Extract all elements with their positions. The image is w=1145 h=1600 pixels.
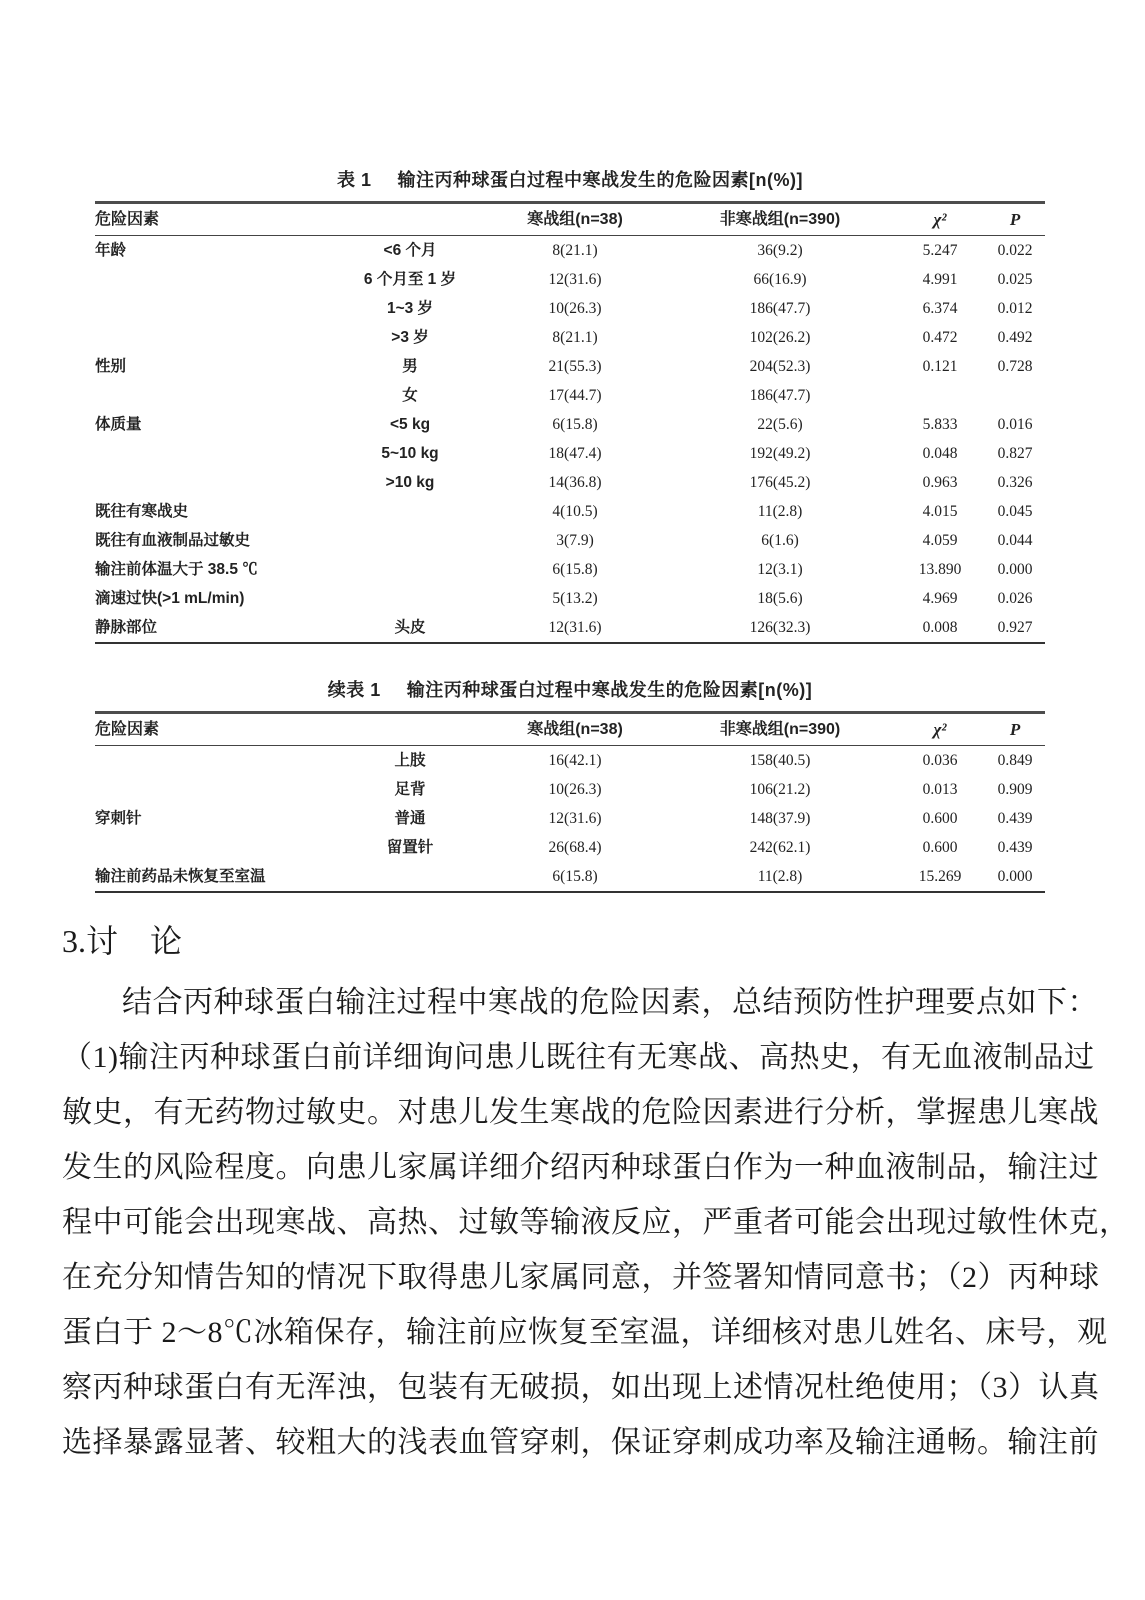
cell-non-chill-group-value: 6(1.6) — [761, 532, 799, 549]
discussion-paragraph — [62, 975, 1130, 1470]
table-row — [95, 526, 1045, 555]
cell-chill-group-value: 4(10.5) — [552, 503, 598, 520]
cell-risk-factor — [95, 381, 335, 410]
cell-category: 男 — [402, 358, 418, 375]
cell-p-value: 0.827 — [997, 445, 1033, 462]
cell-p-value: 0.016 — [997, 416, 1033, 433]
cell-non-chill-group-value: 66(16.9) — [753, 271, 807, 288]
cell-p-value: 0.492 — [997, 329, 1033, 346]
cell-category: 头皮 — [394, 619, 426, 636]
table1-caption-label: 表 1 — [337, 170, 372, 190]
cell-chill-group-value: 21(55.3) — [548, 358, 602, 375]
cell-chill-group-value: 10(26.3) — [548, 300, 602, 317]
table2-col-risk-factor: 危险因素 — [95, 721, 160, 738]
cell-risk-factor — [95, 746, 335, 776]
cell-chill-group-value: 17(44.7) — [548, 387, 602, 404]
table-row — [95, 862, 1045, 892]
table2-caption-title: 输注丙种球蛋白过程中寒战发生的危险因素[n(%)] — [406, 680, 813, 700]
cell-chill-group-value: 14(36.8) — [548, 474, 602, 491]
cell-risk-factor: 既往有寒战史 — [95, 503, 189, 520]
discussion-line: 蛋白于 2～8℃冰箱保存，输注前应恢复至室温，详细核对患儿姓名、床号，观 — [62, 1316, 1108, 1349]
cell-non-chill-group-value: 11(2.8) — [757, 503, 803, 520]
cell-risk-factor — [95, 265, 335, 294]
cell-chi-square-value: 0.600 — [922, 810, 958, 827]
cell-p-value: 0.439 — [997, 810, 1033, 827]
cell-p-value: 0.927 — [997, 619, 1033, 636]
cell-chill-group-value: 8(21.1) — [552, 329, 598, 346]
cell-non-chill-group-value: 106(21.2) — [749, 781, 811, 798]
cell-p-value: 0.045 — [997, 503, 1033, 520]
cell-chi-square-value: 13.890 — [918, 561, 962, 578]
table1-col-chill-group: 寒战组(n=38) — [527, 211, 623, 228]
cell-p-value: 0.044 — [997, 532, 1033, 549]
cell-risk-factor: 输注前体温大于 38.5 ℃ — [95, 561, 258, 578]
cell-chi-square-value: 4.059 — [922, 532, 958, 549]
cell-chill-group-value: 6(15.8) — [552, 416, 598, 433]
cell-category: 1~3 岁 — [386, 300, 434, 317]
table-row — [95, 775, 1045, 804]
cell-p-value: 0.026 — [997, 590, 1033, 607]
cell-non-chill-group-value: 36(9.2) — [757, 242, 803, 259]
cell-chill-group-value: 16(42.1) — [548, 752, 602, 769]
table-row — [95, 584, 1045, 613]
cell-category: <5 kg — [389, 416, 431, 433]
cell-risk-factor: 输注前药品未恢复至室温 — [95, 868, 266, 885]
cell-risk-factor: 年龄 — [95, 242, 127, 259]
cell-category — [335, 555, 485, 584]
cell-non-chill-group-value: 186(47.7) — [749, 387, 811, 404]
table-row — [95, 265, 1045, 294]
cell-risk-factor — [95, 294, 335, 323]
table-row — [95, 236, 1045, 266]
cell-p-value: 0.025 — [997, 271, 1033, 288]
cell-risk-factor — [95, 775, 335, 804]
cell-chi-square-value: 15.269 — [918, 868, 962, 885]
cell-chi-square-value: 5.247 — [922, 242, 958, 259]
cell-chi-square-value: 4.969 — [922, 590, 958, 607]
discussion-line: 在充分知情告知的情况下取得患儿家属同意，并签署知情同意书；（2）丙种球 — [62, 1261, 1100, 1294]
cell-non-chill-group-value: 204(52.3) — [749, 358, 811, 375]
cell-non-chill-group-value: 18(5.6) — [757, 590, 803, 607]
table1-caption-title: 输注丙种球蛋白过程中寒战发生的危险因素[n(%)] — [397, 170, 803, 190]
cell-chi-square-value: 0.472 — [922, 329, 958, 346]
discussion-line: 发生的风险程度。向患儿家属详细介绍丙种球蛋白作为一种血液制品，输注过 — [62, 1151, 1099, 1184]
cell-p-value: 0.326 — [997, 474, 1033, 491]
cell-risk-factor: 体质量 — [95, 416, 142, 433]
cell-p-value: 0.439 — [997, 839, 1033, 856]
cell-p-value — [985, 381, 1045, 410]
cell-category: >10 kg — [385, 474, 435, 491]
cell-category: 6 个月至 1 岁 — [363, 271, 457, 288]
cell-chi-square-value: 0.036 — [922, 752, 958, 769]
cell-chill-group-value: 12(31.6) — [548, 271, 602, 288]
table-row — [95, 497, 1045, 526]
table-row — [95, 381, 1045, 410]
cell-non-chill-group-value: 192(49.2) — [749, 445, 811, 462]
cell-category: 女 — [402, 387, 418, 404]
cell-chi-square-value: 0.008 — [922, 619, 958, 636]
table-row — [95, 555, 1045, 584]
cell-non-chill-group-value: 22(5.6) — [757, 416, 803, 433]
table1-col-chi-square: χ² — [933, 210, 947, 229]
cell-p-value: 0.849 — [997, 752, 1033, 769]
table2-col-non-chill-group: 非寒战组(n=390) — [719, 721, 841, 738]
table-row — [95, 439, 1045, 468]
cell-risk-factor: 穿刺针 — [95, 810, 142, 827]
table1-col-non-chill-group: 非寒战组(n=390) — [719, 211, 841, 228]
cell-category — [335, 526, 485, 555]
cell-chi-square-value: 0.048 — [922, 445, 958, 462]
cell-category — [335, 497, 485, 526]
discussion-line: 选择暴露显著、较粗大的浅表血管穿刺，保证穿刺成功率及输注通畅。输注前 — [62, 1426, 1099, 1459]
risk-factors-table — [95, 201, 1045, 644]
cell-risk-factor — [95, 833, 335, 862]
cell-risk-factor — [95, 439, 335, 468]
cell-category: 5~10 kg — [381, 445, 439, 462]
discussion-section — [0, 919, 1145, 1470]
table2-caption-label: 续表 1 — [327, 680, 381, 700]
cell-risk-factor: 静脉部位 — [95, 619, 158, 636]
cell-chill-group-value: 18(47.4) — [548, 445, 602, 462]
cell-non-chill-group-value: 126(32.3) — [749, 619, 811, 636]
discussion-line: 敏史，有无药物过敏史。对患儿发生寒战的危险因素进行分析，掌握患儿寒战 — [62, 1096, 1099, 1129]
cell-category — [335, 862, 485, 892]
table1-caption — [95, 0, 1045, 192]
cell-non-chill-group-value: 176(45.2) — [749, 474, 811, 491]
cell-chill-group-value: 5(13.2) — [552, 590, 598, 607]
cell-category — [335, 584, 485, 613]
discussion-line: 程中可能会出现寒战、高热、过敏等输液反应，严重者可能会出现过敏性休克， — [62, 1206, 1130, 1239]
discussion-line: （1)输注丙种球蛋白前详细询问患儿既往有无寒战、高热史，有无血液制品过 — [62, 1041, 1095, 1074]
table2-caption — [95, 676, 1045, 702]
cell-p-value: 0.012 — [997, 300, 1033, 317]
cell-category: 普通 — [394, 810, 426, 827]
table-row — [95, 746, 1045, 776]
cell-risk-factor — [95, 468, 335, 497]
cell-chi-square-value: 0.963 — [922, 474, 958, 491]
cell-chi-square-value — [895, 381, 985, 410]
risk-factors-table-continued — [95, 711, 1045, 893]
table2-header-row — [95, 713, 1045, 746]
cell-chill-group-value: 6(15.8) — [552, 561, 598, 578]
cell-p-value: 0.000 — [997, 868, 1033, 885]
cell-non-chill-group-value: 242(62.1) — [749, 839, 811, 856]
cell-chill-group-value: 6(15.8) — [552, 868, 598, 885]
cell-p-value: 0.728 — [997, 358, 1033, 375]
cell-chi-square-value: 0.121 — [922, 358, 958, 375]
cell-chill-group-value: 8(21.1) — [552, 242, 598, 259]
cell-category: 上肢 — [394, 752, 426, 769]
cell-non-chill-group-value: 11(2.8) — [757, 868, 803, 885]
table1-col-risk-factor: 危险因素 — [95, 211, 160, 228]
cell-non-chill-group-value: 186(47.7) — [749, 300, 811, 317]
table-row — [95, 833, 1045, 862]
cell-non-chill-group-value: 12(3.1) — [757, 561, 803, 578]
discussion-line: 察丙种球蛋白有无浑浊，包装有无破损，如出现上述情况杜绝使用；（3）认真 — [62, 1371, 1100, 1404]
cell-non-chill-group-value: 148(37.9) — [749, 810, 811, 827]
table-row — [95, 613, 1045, 643]
cell-category: >3 岁 — [391, 329, 429, 346]
cell-risk-factor: 性别 — [95, 358, 127, 375]
discussion-heading: 3.讨 论 — [62, 923, 183, 959]
cell-chill-group-value: 12(31.6) — [548, 810, 602, 827]
cell-chi-square-value: 4.991 — [922, 271, 958, 288]
cell-chi-square-value: 4.015 — [922, 503, 958, 520]
cell-category: <6 个月 — [383, 242, 437, 259]
cell-chi-square-value: 6.374 — [922, 300, 958, 317]
cell-chi-square-value: 0.600 — [922, 839, 958, 856]
table-row — [95, 352, 1045, 381]
table1-col-p-value: P — [1009, 210, 1021, 229]
cell-chi-square-value: 5.833 — [922, 416, 958, 433]
table2-col-chill-group: 寒战组(n=38) — [527, 721, 623, 738]
cell-p-value: 0.022 — [997, 242, 1033, 259]
cell-chill-group-value: 10(26.3) — [548, 781, 602, 798]
cell-category: 留置针 — [386, 839, 434, 856]
table2-col-chi-square: χ² — [933, 720, 947, 739]
table2-col-p-value: P — [1009, 720, 1021, 739]
table-row — [95, 468, 1045, 497]
cell-non-chill-group-value: 158(40.5) — [749, 752, 811, 769]
cell-risk-factor: 滴速过快(>1 mL/min) — [95, 590, 245, 607]
cell-p-value: 0.000 — [997, 561, 1033, 578]
cell-chill-group-value: 3(7.9) — [556, 532, 594, 549]
cell-p-value: 0.909 — [997, 781, 1033, 798]
table-row — [95, 410, 1045, 439]
table1-header-row — [95, 203, 1045, 236]
table-row — [95, 294, 1045, 323]
cell-risk-factor — [95, 323, 335, 352]
table-row — [95, 323, 1045, 352]
cell-chi-square-value: 0.013 — [922, 781, 958, 798]
cell-chill-group-value: 26(68.4) — [548, 839, 602, 856]
cell-category: 足背 — [394, 781, 426, 798]
cell-chill-group-value: 12(31.6) — [548, 619, 602, 636]
cell-risk-factor: 既往有血液制品过敏史 — [95, 532, 251, 549]
table-row — [95, 804, 1045, 833]
cell-non-chill-group-value: 102(26.2) — [749, 329, 811, 346]
discussion-line: 结合丙种球蛋白输注过程中寒战的危险因素，总结预防性护理要点如下： — [122, 986, 1098, 1019]
